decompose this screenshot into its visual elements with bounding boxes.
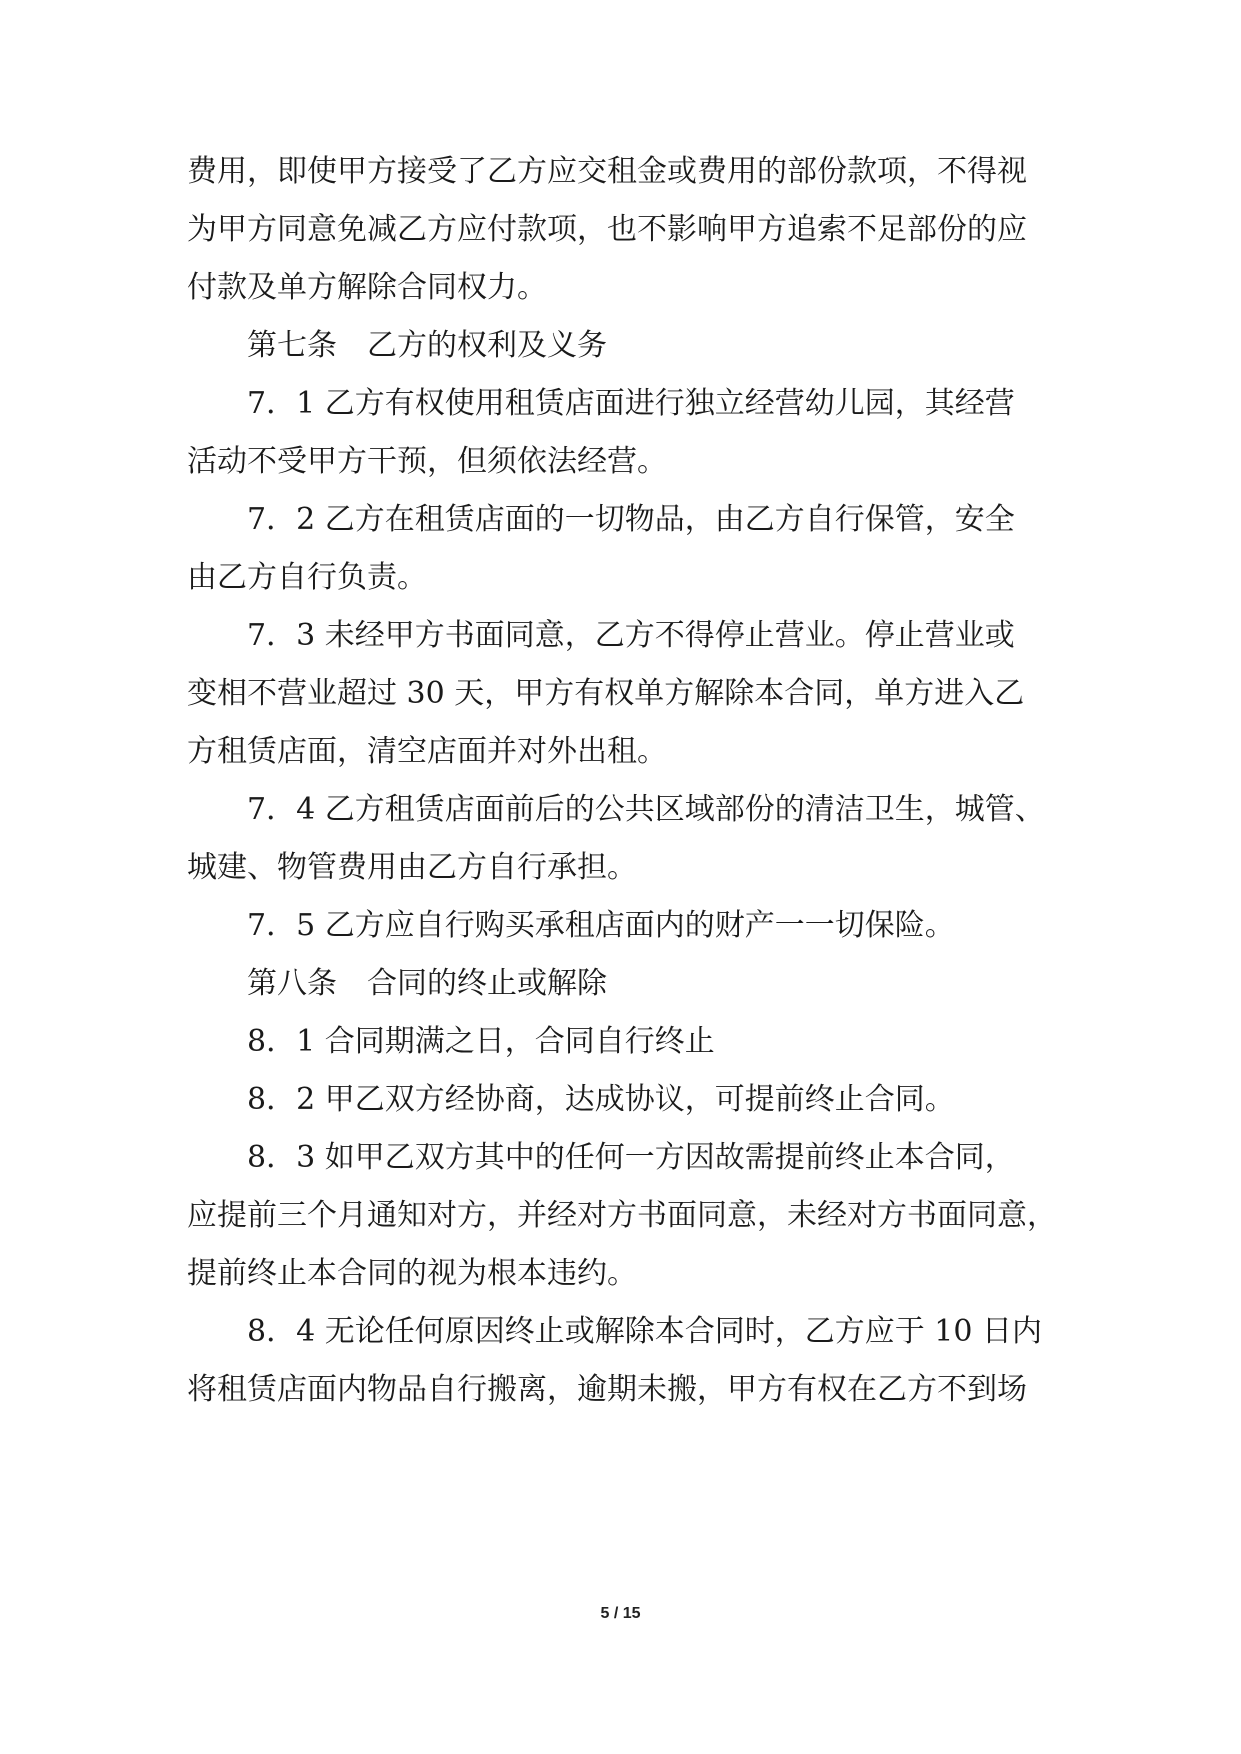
- text-line: 付款及单方解除合同权力。: [187, 270, 547, 305]
- text-line: 7．1 乙方有权使用租赁店面进行独立经营幼儿园，其经营: [247, 386, 1015, 421]
- text-line: 8．2 甲乙双方经协商，达成协议，可提前终止合同。: [247, 1082, 955, 1117]
- text-line: 由乙方自行负责。: [187, 560, 427, 595]
- text-line: 8．4 无论任何原因终止或解除本合同时，乙方应于 10 日内: [247, 1314, 1042, 1349]
- section-heading: 第八条 合同的终止或解除: [247, 966, 607, 1001]
- text-line: 变相不营业超过 30 天，甲方有权单方解除本合同，单方进入乙: [187, 676, 1025, 711]
- text-line: 城建、物管费用由乙方自行承担。: [187, 850, 637, 885]
- section-heading: 第七条 乙方的权利及义务: [247, 328, 607, 363]
- text-line: 8．1 合同期满之日，合同自行终止: [247, 1024, 715, 1059]
- text-line: 7．2 乙方在租赁店面的一切物品，由乙方自行保管，安全: [247, 502, 1015, 537]
- text-line: 7．4 乙方租赁店面前后的公共区域部份的清洁卫生，城管、: [247, 792, 1045, 827]
- text-line: 为甲方同意免减乙方应付款项，也不影响甲方追索不足部份的应: [187, 212, 1027, 247]
- text-line: 将租赁店面内物品自行搬离，逾期未搬，甲方有权在乙方不到场: [187, 1372, 1027, 1407]
- page-number: 5 / 15: [600, 1605, 641, 1622]
- text-line: 7．5 乙方应自行购买承租店面内的财产一一切保险。: [247, 908, 955, 943]
- text-line: 8．3 如甲乙双方其中的任何一方因故需提前终止本合同，: [247, 1140, 1015, 1175]
- text-line: 提前终止本合同的视为根本违约。: [187, 1256, 637, 1291]
- text-line: 费用，即使甲方接受了乙方应交租金或费用的部份款项，不得视: [187, 154, 1027, 189]
- text-line: 方租赁店面，清空店面并对外出租。: [187, 734, 667, 769]
- text-line: 7．3 未经甲方书面同意，乙方不得停止营业。停止营业或: [247, 618, 1015, 653]
- text-line: 应提前三个月通知对方，并经对方书面同意，未经对方书面同意，: [187, 1198, 1057, 1233]
- text-line: 活动不受甲方干预，但须依法经营。: [187, 444, 667, 479]
